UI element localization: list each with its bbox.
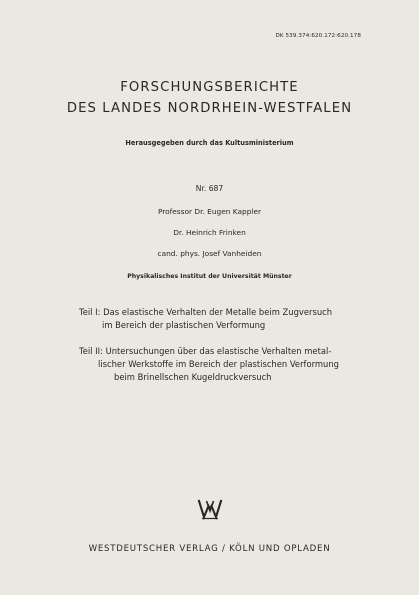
- author-3: cand. phys. Josef Vanheiden: [157, 249, 262, 258]
- title-part-2-line-2: lischer Werkstoffe im Bereich der plastischen Verformung: [98, 359, 339, 369]
- publisher-footer: WESTDEUTSCHER VERLAG / KÖLN UND OPLADEN: [88, 544, 331, 554]
- author-2: Dr. Heinrich Frinken: [173, 228, 246, 237]
- title-part-2-line-3: beim Brinellschen Kugeldruckversuch: [114, 372, 272, 382]
- title-part-2-line-1: Teil II: Untersuchungen über das elastische Verhalten metal-: [79, 346, 332, 356]
- report-number: Nr. 687: [195, 184, 224, 193]
- title-part-1-line-1: Teil I: Das elastische Verhalten der Metalle beim Zugversuch: [79, 307, 333, 317]
- publisher-note: Herausgegeben durch das Kultusministerium: [125, 139, 294, 147]
- classification-number: DK 539.374:620.172:620.178: [275, 33, 361, 39]
- author-1: Professor Dr. Eugen Kappler: [157, 207, 262, 216]
- publisher-monogram-logo-icon: [197, 498, 223, 520]
- title-part-1: [0, 306, 419, 332]
- series-title-line-2: DES LANDES NORDRHEIN-WESTFALEN: [66, 101, 353, 116]
- series-title-line-1: FORSCHUNGSBERICHTE: [120, 80, 299, 95]
- institute: Physikalisches Institut der Universität Münster: [127, 273, 292, 280]
- title-part-2: [0, 345, 419, 384]
- title-part-1-line-2: im Bereich der plastischen Verformung: [102, 320, 266, 330]
